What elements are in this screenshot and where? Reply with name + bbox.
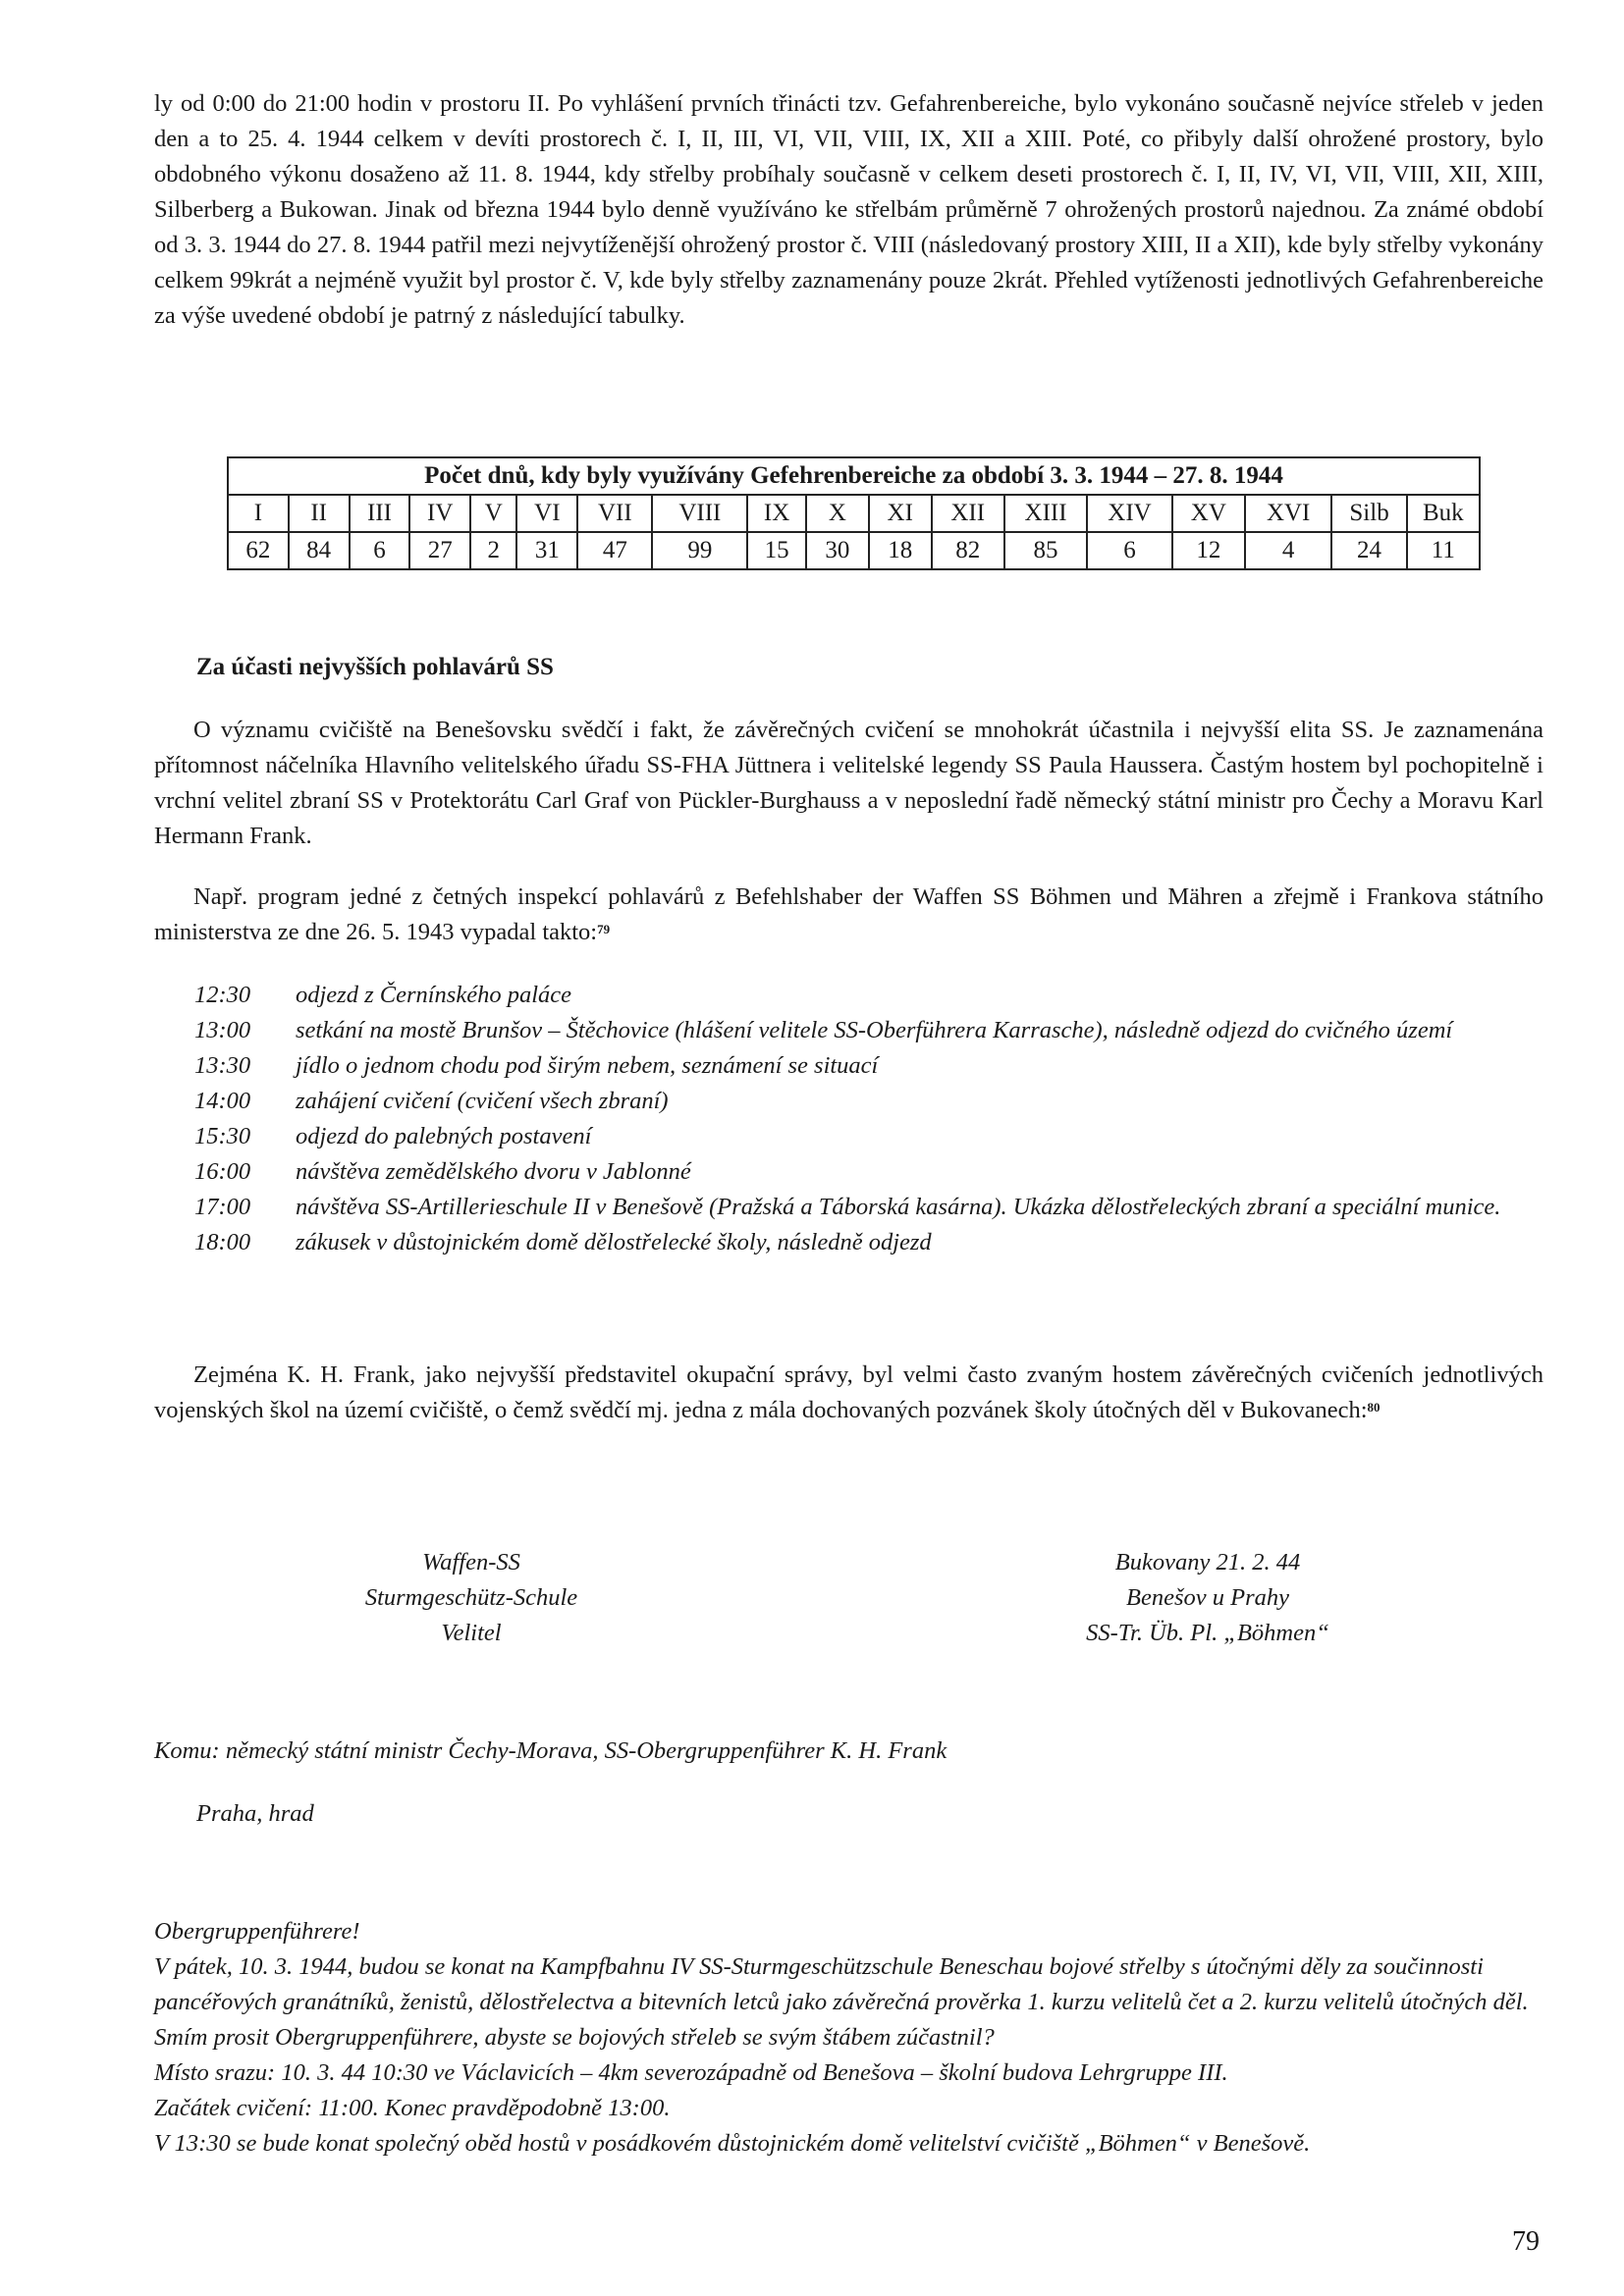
table-header-cell: V	[470, 495, 516, 532]
schedule-text: jídlo o jednom chodu pod širým nebem, seznámení se situací	[296, 1052, 879, 1079]
table-value-cell: 31	[516, 532, 577, 569]
schedule-item	[194, 1154, 1547, 1190]
table-value-cell: 2	[470, 532, 516, 569]
letterhead-line: Benešov u Prahy	[1126, 1584, 1289, 1611]
table-header-cell: XVI	[1245, 495, 1332, 532]
table-value-cell: 82	[932, 532, 1004, 569]
letterhead-line: Waffen-SS	[422, 1549, 520, 1575]
table-header-cell: XIII	[1004, 495, 1087, 532]
letter-body	[154, 1914, 1543, 2162]
paragraph-frank-text: Zejména K. H. Frank, jako nejvyšší představitel okupační správy, byl velmi často zvaným hostem závěrečných cvičeních jednotlivých vojenských škol na území cvičiště, o čemž svědčí mj. jedna z mála dochovaných pozvánek školy útočných děl v Bukovanech:	[154, 1362, 1543, 1423]
letterhead-date-place	[1041, 1545, 1375, 1651]
letter-recipient-place: Praha, hrad	[196, 1800, 314, 1827]
schedule-time: 16:00	[194, 1158, 251, 1185]
schedule-item	[194, 1048, 1547, 1084]
table-value-cell: 62	[228, 532, 289, 569]
table-value-cell: 18	[869, 532, 932, 569]
schedule-time: 12:30	[194, 982, 251, 1008]
letter-line: Místo srazu: 10. 3. 44 10:30 ve Václavicích – 4km severozápadně od Benešova – školní budova Lehrgruppe III.	[154, 2059, 1228, 2086]
table-header-cell: III	[350, 495, 410, 532]
letter-line: Smím prosit Obergruppenführere, abyste se bojových střeleb se svým štábem zúčastnil?	[154, 2024, 995, 2051]
paragraph-elite: O významu cvičiště na Benešovsku svědčí i fakt, že závěrečných cvičení se mnohokrát účastnila i nejvyšší elita SS. Je zaznamenána přítomnost náčelníka Hlavního velitelského úřadu SS-FHA Jüttnera i velitelské legendy SS Paula Haussera. Častým hostem byl pochopitelně i vrchní velitel zbraní SS v Protektorátu Carl Graf von Pückler-Burghauss a v neposlední řadě německý státní ministr pro Čechy a Moravu Karl Hermann Frank.	[154, 717, 1543, 849]
schedule-text: návštěva SS-Artillerieschule II v Benešově (Pražská a Táborská kasárna). Ukázka dělostřeleckých zbraní a speciální munice.	[296, 1194, 1501, 1220]
table-header-cell: VI	[516, 495, 577, 532]
table-header-row	[228, 495, 1480, 532]
table-caption: Počet dnů, kdy byly využívány Gefehrenbereiche za období 3. 3. 1944 – 27. 8. 1944	[228, 457, 1480, 495]
schedule-text: zákusek v důstojnickém domě dělostřelecké školy, následně odjezd	[296, 1229, 932, 1255]
table-value-cell: 4	[1245, 532, 1332, 569]
schedule-list	[194, 978, 1547, 1260]
letterhead-line: Bukovany 21. 2. 44	[1114, 1549, 1301, 1575]
table-value-cell: 6	[350, 532, 410, 569]
section-heading: Za účasti nejvyšších pohlavárů SS	[196, 654, 554, 680]
paragraph-frank	[154, 1358, 1543, 1428]
schedule-time: 13:00	[194, 1017, 251, 1043]
letter-line: Obergruppenführere!	[154, 1918, 360, 1945]
table-value-cell: 30	[806, 532, 869, 569]
table-value-row	[228, 532, 1480, 569]
table-value-cell: 15	[747, 532, 806, 569]
letter-line: V pátek, 10. 3. 1944, budou se konat na Kampfbahnu IV SS-Sturmgeschützschule Beneschau bojové střelby s útočnými děly za součinnosti pancéřových granátníků, ženistů, dělostřelectva a bitevních letců jako závěrečná prověrka 1. kurzu velitelů čet a 2. kurzu velitelů útočných děl.	[154, 1953, 1529, 2015]
schedule-text: setkání na mostě Brunšov – Štěchovice (hlášení velitele SS-Oberführera Karrasche), následně odjezd do cvičného území	[296, 1017, 1453, 1043]
table-header-cell: XIV	[1087, 495, 1172, 532]
intro-section	[154, 86, 1543, 334]
letterhead-sender	[295, 1545, 648, 1651]
schedule-text: zahájení cvičení (cvičení všech zbraní)	[296, 1088, 669, 1114]
schedule-text: odjezd do palebných postavení	[296, 1123, 592, 1149]
table-header-cell: Silb	[1331, 495, 1406, 532]
table-value-cell: 27	[409, 532, 470, 569]
schedule-item	[194, 1190, 1547, 1225]
table-header-cell: IV	[409, 495, 470, 532]
table-header-cell: XV	[1172, 495, 1245, 532]
schedule-time: 14:00	[194, 1088, 251, 1114]
table-value-cell: 6	[1087, 532, 1172, 569]
table-value-cell: 11	[1407, 532, 1480, 569]
intro-paragraph: ly od 0:00 do 21:00 hodin v prostoru II. Po vyhlášení prvních třinácti tzv. Gefahrenbereiche, bylo vykonáno současně nejvíce střeleb v jeden den a to 25. 4. 1944 celkem v devíti prostorech č. I, II, III, VI, VII, VIII, IX, XII a XIII. Poté, co přibyly další ohrožené prostory, bylo obdobného výkonu dosaženo až 11. 8. 1944, kdy střelby probíhaly současně v celkem deseti prostorech č. I, II, IV, VI, VII, VIII, XII, XIII, Silberberg a Bukowan. Jinak od března 1944 bylo denně využíváno ke střelbám průměrně 7 ohrožených prostorů najednou. Za známé období od 3. 3. 1944 do 27. 8. 1944 patřil mezi nejvytíženější ohrožený prostor č. VIII (následovaný prostory XIII, II a XII), kde byly střelby vykonány celkem 99krát a nejméně využit byl prostor č. V, kde byly střelby zaznamenány pouze 2krát. Přehled vytíženosti jednotlivých Gefahrenbereiche za výše uvedené období je patrný z následující tabulky.	[154, 90, 1543, 329]
table-value-cell: 24	[1331, 532, 1406, 569]
usage-table	[227, 456, 1481, 570]
table-header-cell: XII	[932, 495, 1004, 532]
table-value-cell: 99	[652, 532, 747, 569]
table-header-cell: VII	[577, 495, 652, 532]
usage-table-wrapper	[227, 456, 1481, 570]
schedule-item	[194, 1013, 1547, 1048]
schedule-item	[194, 1119, 1547, 1154]
letterhead-line: SS-Tr. Üb. Pl. „Böhmen“	[1086, 1620, 1329, 1646]
letter-line: Začátek cvičení: 11:00. Konec pravděpodobně 13:00.	[154, 2095, 671, 2121]
table-header-cell: Buk	[1407, 495, 1480, 532]
schedule-item	[194, 1084, 1547, 1119]
table-header-cell: II	[289, 495, 350, 532]
letterhead-line: Sturmgeschütz-Schule	[364, 1584, 578, 1611]
table-value-cell: 47	[577, 532, 652, 569]
letter-line: V 13:30 se bude konat společný oběd hostů v posádkovém důstojnickém domě velitelství cvičiště „Böhmen“ v Benešově.	[154, 2130, 1311, 2157]
table-header-cell: VIII	[652, 495, 747, 532]
table-header-cell: X	[806, 495, 869, 532]
schedule-time: 13:30	[194, 1052, 251, 1079]
table-value-cell: 84	[289, 532, 350, 569]
letter-recipient: Komu: německý státní ministr Čechy-Morava, SS-Obergruppenführer K. H. Frank	[154, 1737, 947, 1764]
schedule-text: návštěva zemědělského dvoru v Jablonné	[296, 1158, 691, 1185]
paragraph-program-text: Např. program jedné z četných inspekcí pohlavárů z Befehlshaber der Waffen SS Böhmen und Mähren a zřejmě i Frankova státního ministerstva ze dne 26. 5. 1943 vypadal takto:	[154, 883, 1543, 945]
table-header-cell: I	[228, 495, 289, 532]
table-header-cell: XI	[869, 495, 932, 532]
schedule-text: odjezd z Černínského paláce	[296, 982, 572, 1008]
footnote-ref: 80	[1367, 1400, 1380, 1415]
table-value-cell: 85	[1004, 532, 1087, 569]
schedule-item	[194, 1225, 1547, 1260]
schedule-time: 15:30	[194, 1123, 251, 1149]
schedule-time: 18:00	[194, 1229, 251, 1255]
paragraph-program	[154, 880, 1543, 950]
footnote-ref: 79	[597, 922, 611, 936]
table-header-cell: IX	[747, 495, 806, 532]
schedule-item	[194, 978, 1547, 1013]
schedule-time: 17:00	[194, 1194, 251, 1220]
table-value-cell: 12	[1172, 532, 1245, 569]
page-number: 79	[1512, 2226, 1540, 2257]
letterhead-line: Velitel	[441, 1620, 502, 1646]
